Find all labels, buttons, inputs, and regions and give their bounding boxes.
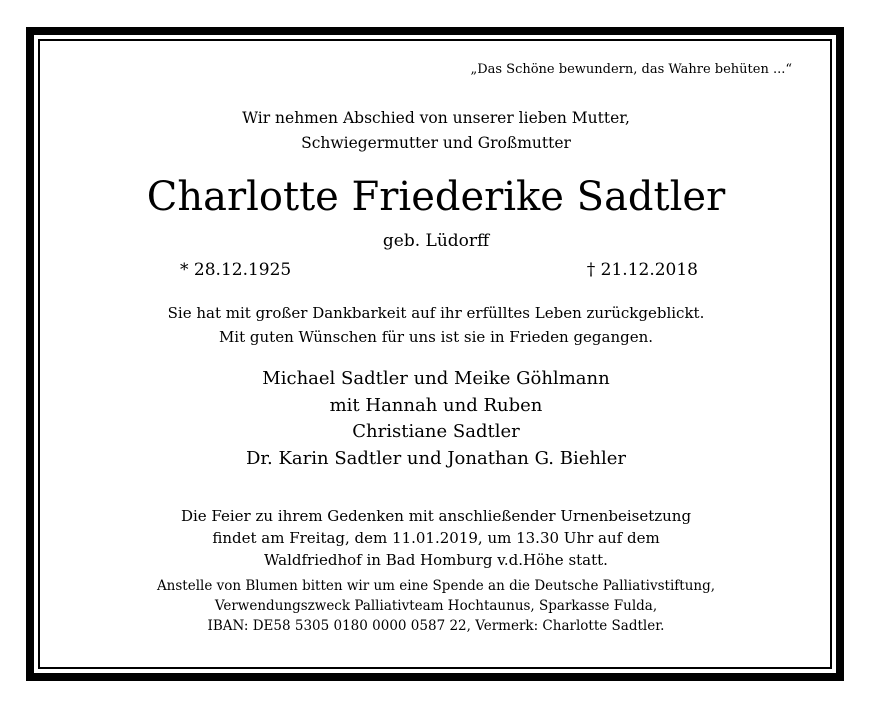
ceremony-line: Waldfriedhof in Bad Homburg v.d.Höhe statt.: [264, 551, 608, 569]
intro-line: Schwiegermutter und Großmutter: [301, 134, 571, 152]
donation-line: IBAN: DE58 5305 0180 0000 0587 22, Vermerk: Charlotte Sadtler.: [207, 618, 665, 634]
deceased-name: Charlotte Friederike Sadtler: [146, 174, 726, 220]
intro-line: Wir nehmen Abschied von unserer lieben Mutter,: [242, 109, 630, 127]
intro-text: [0, 106, 872, 156]
donation-line: Anstelle von Blumen bitten wir um eine Spende an die Deutsche Palliativstiftung,: [156, 578, 716, 594]
birth-date: * 28.12.1925: [180, 260, 292, 280]
donation-info: [0, 576, 872, 636]
mourners-list: [0, 366, 872, 472]
birth-name: geb. Lüdorff: [382, 231, 490, 251]
mourner-line: mit Hannah und Ruben: [329, 394, 543, 416]
donation-line: Verwendungszweck Palliativteam Hochtaunus, Sparkasse Fulda,: [214, 598, 658, 614]
mourner-line: Dr. Karin Sadtler und Jonathan G. Biehler: [245, 447, 626, 469]
mourner-line: Michael Sadtler und Meike Göhlmann: [262, 368, 610, 389]
ceremony-line: findet am Freitag, dem 11.01.2019, um 13.30 Uhr auf dem: [212, 529, 660, 547]
ceremony-line: Die Feier zu ihrem Gedenken mit anschließender Urnenbeisetzung: [180, 507, 692, 525]
tribute-line: Sie hat mit großer Dankbarkeit auf ihr erfülltes Leben zurückgeblickt.: [167, 304, 705, 322]
death-date: † 21.12.2018: [586, 260, 698, 280]
ceremony-info: [0, 505, 872, 571]
tribute-line: Mit guten Wünschen für uns ist sie in Frieden gegangen.: [218, 328, 654, 346]
mourner-line: Christiane Sadtler: [352, 421, 520, 442]
motto-quote: „Das Schöne bewundern, das Wahre behüten ...“: [470, 62, 792, 77]
tribute-text: [0, 301, 872, 349]
